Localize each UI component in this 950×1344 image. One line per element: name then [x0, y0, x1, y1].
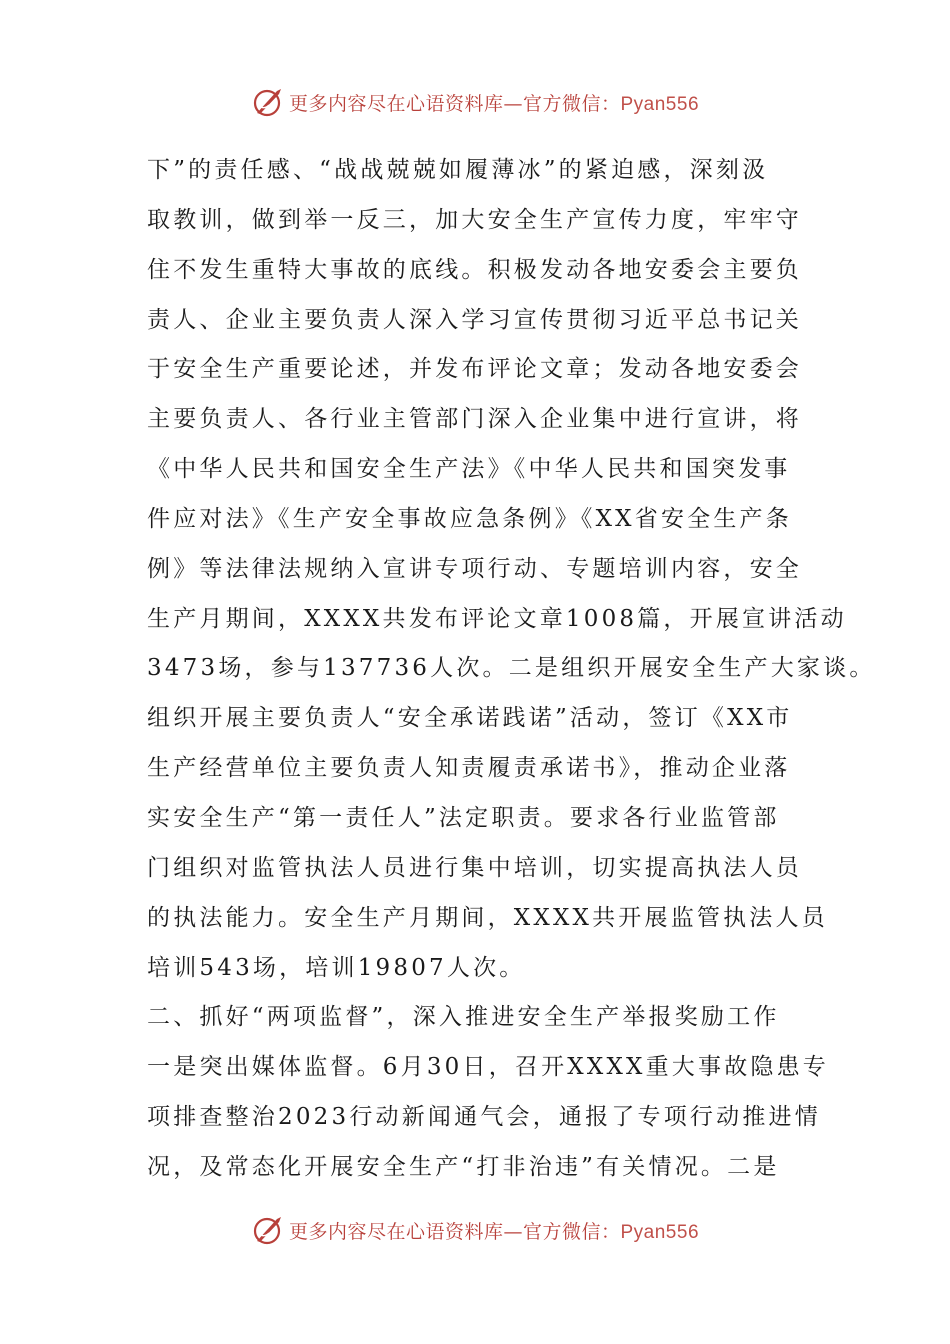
watermark-text: 更多内容尽在心语资料库—官方微信：Pyan556 — [288, 92, 700, 115]
text-line: 项排查整治2023行动新闻通气会，通报了专项行动推进情 — [147, 1104, 821, 1131]
quill-logo-icon — [251, 85, 285, 119]
text-line: 的执法能力。安全生产月期间，XXXX共开展监管执法人员 — [147, 904, 828, 931]
text-line: 下”的责任感、“战战兢兢如履薄冰”的紧迫感，深刻汲 — [147, 157, 769, 183]
text-line: 件应对法》《生产安全事故应急条例》《XX省安全生产条 — [147, 505, 792, 532]
text-line: 例》等法律法规纳入宣讲专项行动、专题培训内容，安全 — [147, 555, 802, 582]
wechat-id: Pyan556 — [620, 1221, 700, 1243]
watermark-footer — [0, 1210, 950, 1250]
section-heading: 二、抓好“两项监督”，深入推进安全生产举报奖励工作 — [147, 1004, 780, 1031]
text-line: 主要负责人、各行业主管部门深入企业集中进行宣讲，将 — [147, 406, 802, 433]
text-line: 《中华人民共和国安全生产法》《中华人民共和国突发事 — [147, 456, 791, 483]
watermark-header — [0, 82, 950, 122]
text-line: 门组织对监管执法人员进行集中培训，切实提高执法人员 — [147, 854, 802, 881]
text-line: 责人、企业主要负责人深入学习宣传贯彻习近平总书记关 — [147, 306, 802, 333]
text-line: 组织开展主要负责人“安全承诺践诺”活动，签订《XX市 — [147, 705, 793, 732]
text-line: 况，及常态化开展安全生产“打非治违”有关情况。二是 — [147, 1153, 780, 1180]
text-line: 3473场，参与137736人次。二是组织开展安全生产大家谈。 — [147, 655, 876, 682]
watermark-text: 更多内容尽在心语资料库—官方微信：Pyan556 — [288, 1220, 700, 1243]
text-line: 一是突出媒体监督。6月30日，召开XXXX重大事故隐患专 — [147, 1054, 829, 1081]
text-line: 于安全生产重要论述，并发布评论文章；发动各地安委会 — [147, 356, 802, 383]
wechat-id: Pyan556 — [620, 93, 700, 115]
text-line: 取教训，做到举一反三，加大安全生产宣传力度，牢牢守 — [147, 206, 802, 233]
quill-logo-icon — [251, 1213, 285, 1247]
text-line: 生产经营单位主要负责人知责履责承诺书》，推动企业落 — [147, 755, 791, 782]
text-line: 生产月期间，XXXX共发布评论文章1008篇，开展宣讲活动 — [147, 605, 847, 632]
document-body — [147, 146, 876, 1193]
text-line: 住不发生重特大事故的底线。积极发动各地安委会主要负 — [147, 256, 802, 283]
text-line: 培训543场，培训19807人次。 — [147, 954, 526, 981]
text-line: 实安全生产“第一责任人”法定职责。要求各行业监管部 — [147, 804, 780, 831]
